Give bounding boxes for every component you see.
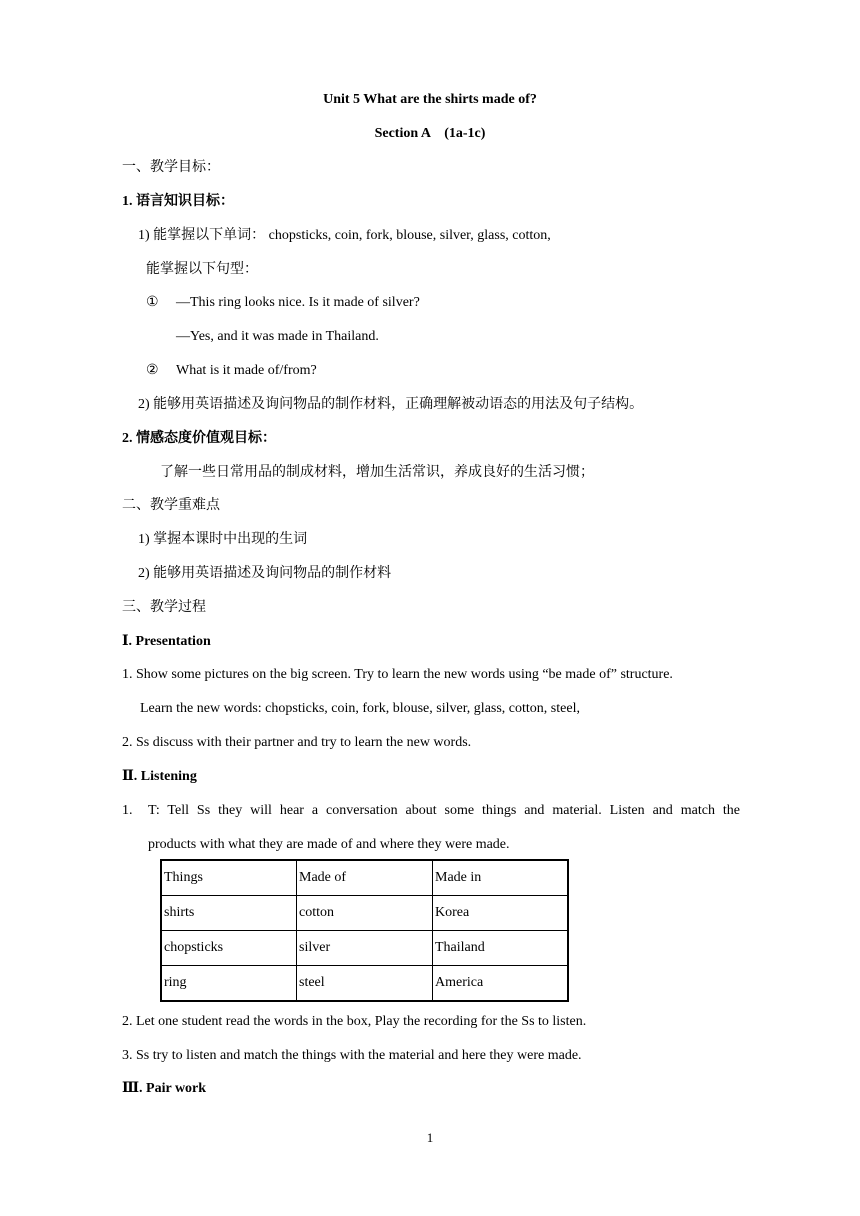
heading-listening: Ⅱ. Listening bbox=[122, 769, 197, 784]
key-point-item: 1) 掌握本课时中出现的生词 bbox=[138, 532, 308, 547]
table-header-cell: Things bbox=[161, 860, 297, 896]
page-number: 1 bbox=[426, 1130, 434, 1145]
heading-presentation: Ⅰ. Presentation bbox=[122, 634, 211, 649]
listening-step-number: 1. bbox=[122, 803, 133, 818]
table-cell: steel bbox=[297, 966, 433, 1002]
table-row bbox=[161, 931, 568, 966]
objective-describe: 2) 能够用英语描述及询问物品的制作材料，正确理解被动语态的用法及句子结构。 bbox=[138, 397, 644, 412]
key-point-item: 2) 能够用英语描述及询问物品的制作材料 bbox=[138, 566, 392, 581]
table-cell: shirts bbox=[161, 896, 297, 931]
table-cell: ring bbox=[161, 966, 297, 1002]
table-row bbox=[161, 966, 568, 1002]
table-cell: silver bbox=[297, 931, 433, 966]
table-cell: cotton bbox=[297, 896, 433, 931]
objective-words: 1) 能掌握以下单词： chopsticks, coin, fork, blouse, silver, glass, cotton, bbox=[138, 228, 551, 243]
matching-table bbox=[160, 859, 569, 1002]
heading-attitude-objectives: 2. 情感态度价值观目标： bbox=[122, 431, 276, 446]
heading-teaching-objectives: 一、教学目标： bbox=[122, 160, 220, 175]
table-cell: Korea bbox=[433, 896, 569, 931]
heading-language-objectives: 1. 语言知识目标： bbox=[122, 194, 234, 209]
heading-key-points: 二、教学重难点 bbox=[122, 498, 220, 513]
section-heading: Section A (1a-1c) bbox=[374, 126, 486, 141]
presentation-step: Learn the new words: chopsticks, coin, fork, blouse, silver, glass, cotton, steel, bbox=[140, 701, 580, 716]
sentence-pattern-line: —Yes, and it was made in Thailand. bbox=[176, 329, 379, 344]
presentation-step: 1. Show some pictures on the big screen. Try to learn the new words using “be made of” structure. bbox=[122, 667, 673, 682]
table-cell: America bbox=[433, 966, 569, 1002]
listening-step: 3. Ss try to listen and match the things with the material and here they were made. bbox=[122, 1048, 582, 1063]
table-cell: chopsticks bbox=[161, 931, 297, 966]
table-header-cell: Made of bbox=[297, 860, 433, 896]
attitude-text: 了解一些日常用品的制成材料，增加生活常识，养成良好的生活习惯； bbox=[160, 465, 594, 480]
table-header-row bbox=[161, 860, 568, 896]
listening-step: 2. Let one student read the words in the box, Play the recording for the Ss to listen. bbox=[122, 1014, 587, 1029]
circled-number-1: ① bbox=[146, 295, 159, 310]
heading-teaching-process: 三、教学过程 bbox=[122, 600, 206, 615]
objective-sentences-label: 能掌握以下句型： bbox=[146, 262, 258, 277]
circled-number-2: ② bbox=[146, 363, 159, 378]
heading-pair-work: Ⅲ. Pair work bbox=[122, 1081, 207, 1096]
listening-step: T: Tell Ss they will hear a conversation about some things and material. Listen and match the bbox=[148, 803, 740, 818]
document-title: Unit 5 What are the shirts made of? bbox=[323, 92, 537, 107]
table-header-cell: Made in bbox=[433, 860, 569, 896]
listening-step-continued: products with what they are made of and where they were made. bbox=[148, 837, 510, 852]
table-row bbox=[161, 896, 568, 931]
sentence-pattern-line: What is it made of/from? bbox=[176, 363, 317, 378]
table-cell: Thailand bbox=[433, 931, 569, 966]
presentation-step: 2. Ss discuss with their partner and try to learn the new words. bbox=[122, 735, 472, 750]
sentence-pattern-line: —This ring looks nice. Is it made of silver? bbox=[176, 295, 420, 310]
